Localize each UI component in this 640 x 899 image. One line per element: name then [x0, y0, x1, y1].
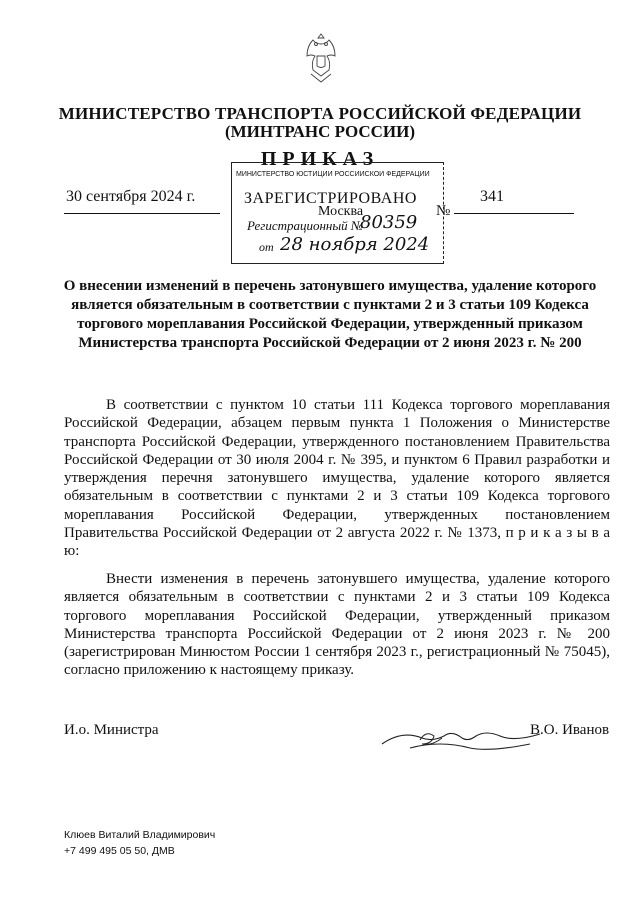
- coat-of-arms-icon: [303, 30, 339, 86]
- stamp-department: МИНИСТЕРСТВО ЮСТИЦИИ РОССИЙСКОЙ ФЕДЕРАЦИИ: [236, 171, 430, 178]
- signer-position: И.о. Министра: [64, 722, 159, 738]
- executor-contact: [64, 827, 215, 859]
- signer-name: В.О. Иванов: [530, 722, 610, 738]
- stamp-city: Москва: [318, 204, 364, 219]
- stamp-regno-value: 80359: [360, 212, 418, 233]
- document-heading: О внесении изменений в перечень затонувшего имущества, удаление которого является обязательным в соответствии с пунктами 2 и 3 статьи 109 Кодекса торгового мореплавания Российской Федерации, утвержденный приказом Министерства транспорта Российской Федерации от 2 июня 2023 г. № 200: [63, 278, 597, 351]
- operative-paragraph: Внести изменения в перечень затонувшего имущества, удаление которого является обязательным в соответствии с пунктами 2 и 3 статьи 109 Кодекса торгового мореплавания Российской Федерации, утвержденный приказом Министерства транспорта Российской Федерации от 2 июня 2023 г. № 200 (зарегистрирован Минюстом России 1 сентября 2023 г., регистрационный № 75045), согласно приложению к настоящему приказу.: [64, 571, 610, 679]
- stamp-date-value: 28 ноября 2024: [280, 234, 430, 255]
- stamp-date-label: от: [259, 240, 274, 254]
- document-type: ПРИКАЗ: [260, 148, 380, 170]
- number-sign: №: [436, 203, 451, 219]
- preamble-paragraph: [64, 396, 610, 561]
- stamp-regno-label: Регистрационный №: [247, 218, 364, 233]
- number-underline: [454, 213, 574, 214]
- ministry-title: МИНИСТЕРСТВО ТРАНСПОРТА РОССИЙСКОЙ ФЕДЕРАЦИИ: [58, 104, 582, 123]
- executor-name: Клюев Виталий Владимирович: [64, 829, 216, 841]
- stamp-registered-label: ЗАРЕГИСТРИРОВАНО: [244, 190, 417, 207]
- ministry-short-name: (МИНТРАНС РОССИИ): [224, 122, 416, 141]
- directive-word: п р и к а з ы в а ю:: [64, 525, 611, 560]
- executor-phone: +7 499 495 05 50, ДМВ: [64, 845, 175, 857]
- preamble-text: В соответствии с пунктом 10 статьи 111 Кодекса торгового мореплавания Российской Федерации, абзацем первым пункта 1 Положения о Министерстве транспорта Российской Федерации, утвержденного постановлением Правительства Российской Федерации от 30 июля 2004 г. № 395, и пунктом 6 Правил разработки и утверждения перечня затонувшего имущества, удаление которого является обязательным в соответствии с пунктами 2 и 3 статьи 109 Кодекса торгового мореплавания Российской Федерации, утвержденных постановлением Правительства Российской Федерации от 2 августа 2022 г. № 1373,: [64, 397, 610, 542]
- handwritten-signature: [380, 720, 550, 760]
- order-number: 341: [480, 188, 504, 205]
- order-date: 30 сентября 2024 г.: [66, 188, 196, 205]
- date-underline: [64, 213, 220, 214]
